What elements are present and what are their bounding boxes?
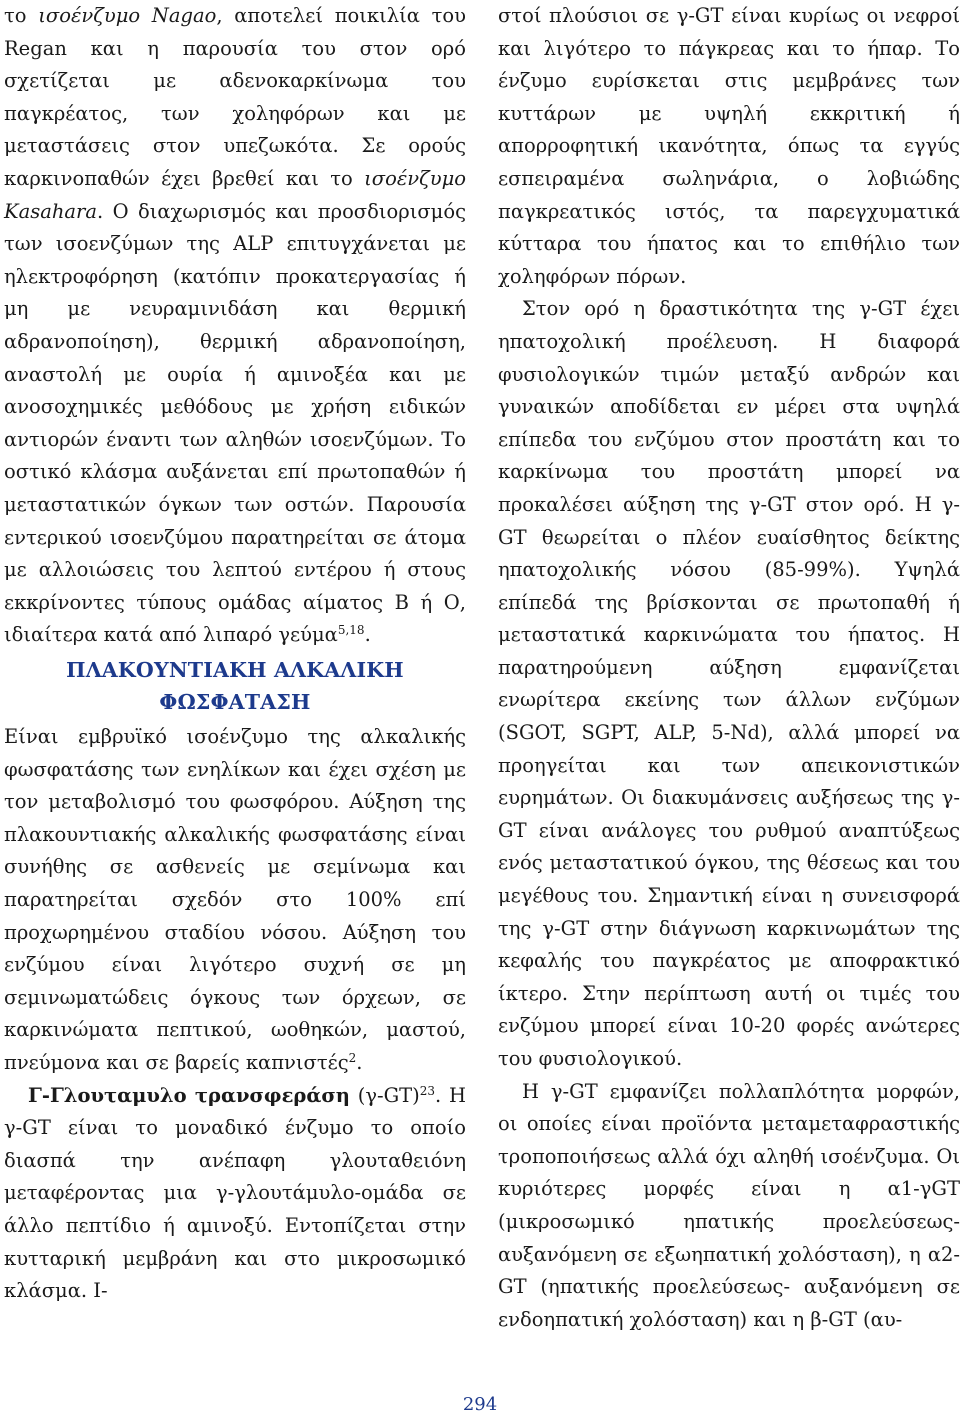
heading-line-2: ΦΩΣΦΑΤΑΣΗ	[159, 690, 311, 715]
page-number: 294	[462, 1394, 498, 1415]
right-column	[498, 0, 960, 1336]
italic-term-kasahara: ισοένζυμο Kasahara	[4, 166, 466, 223]
paragraph-ggt-tissues: στοί πλούσιοι σε γ-GT είναι κυρίως οι νεφροί και λιγότερο το πάγκρεας και το ήπαρ. Το ένζυμο ευρίσκεται στις μεμβράνες των κυττάρων με υψηλή εκκριτική ή απορροφητική ικανότητα, όπως τα εγγύς εσπειραμένα σωληνάρια, ο λοβιώδης παγκρεατικός ιστός, τα παρεγχυματικά κύτταρα του ήπατος και το επιθήλιο των χοληφόρων πόρων.	[498, 4, 960, 288]
paragraph-ggt-serum: Στον ορό η δραστικότητα της γ-GT έχει ηπατοχολική προέλευση. Η διαφορά φυσιολογικών τιμών μεταξύ ανδρών και γυναικών αποδίδεται εν μέρει στα υψηλά επίπεδα του ενζύμου στον προστάτη και το καρκίνωμα του προστάτη μπορεί να προκαλέσει αύξηση της γ-GT στον ορό. Η γ-GT θεωρείται ο πλέον ευαίσθητος δείκτης ηπατοχολικής νόσου (85-99%). Υψηλά επίπεδά της βρίσκονται σε πρωτοπαθή ή μεταστατικά καρκινώματα του ήπατος. Η παρατηρούμενη αύξηση εμφανίζεται ενωρίτερα εκείνης των άλλων ενζύμων (SGOT, SGPT, ALP, 5-Nd), αλλά μπορεί να προηγείται και των απεικονιστικών ευρημάτων. Οι διακυμάνσεις αυξήσεως της γ-GT είναι ανάλογες του ρυθμού αναπτύξεως ενός μεταστατικού όγκου, της θέσεως και του μεγέθους του. Σημαντική είναι η συνεισφορά της γ-GT στην διάγνωση καρκινωμάτων της κεφαλής του παγκρέατος με αποφρακτικό ίκτερο. Στην περίπτωση αυτή οι τιμές του ενζύμου μπορεί είναι 10-20 φορές ανώτερες του φυσιολογικού.	[498, 297, 960, 1070]
text-run: . Η γ-GT είναι το μοναδικό ένζυμο το οποίο διασπά την ανέπαφη γλουταθειόνη μεταφέροντας μια γ-γλουτάμυλο-ομάδα σε άλλο πεπτίδιο ή αμινοξύ. Εντοπίζεται στην κυτταρική μεμβράνη και στο μικροσωμικό κλάσμα. Ι-	[4, 1083, 466, 1303]
text-run: Είναι εμβρυϊκό ισοένζυμο της αλκαλικής φωσφατάσης των ενηλίκων και έχει σχέση με τον μεταβολισμό του φωσφόρου. Αύξηση της πλακουντιακής αλκαλικής φωσφατάσης είναι συνήθης σε ασθενείς με σεμίνωμα και παρατηρείται σχεδόν στο 100% επί προχωρημένου σταδίου νόσου. Αύξηση του ενζύμου είναι λιγότερο συχνή σε μη σεμινωματώδεις όγκους των όρχεων, σε καρκινώματα πεπτικού, ωοθηκών, μαστού, πνεύμονα και σε βαρείς καπνιστές	[4, 725, 466, 1074]
text-run: (γ-GT)	[349, 1083, 420, 1107]
paragraph-alp-isoenzymes	[4, 0, 466, 652]
italic-term-nagao: ισοένζυμο Nagao	[38, 4, 217, 27]
text-run: .	[364, 623, 371, 647]
paragraph-placental-alp	[4, 721, 466, 1080]
left-column	[4, 0, 466, 1308]
citation-reference: 5,18	[337, 623, 365, 638]
text-run: . Ο διαχωρισμός και προσδιορισμός των ισοενζύμων της ALP επιτυγχάνεται με ηλεκτροφόρηση (κατόπιν προκατεργασίας ή μη με νευραμινιδάση και θερμική αδρανοποίηση), θερμική αδρανοποίηση, αναστολή με ουρία ή αμινοξέα και με ανοσοχημικές μεθόδους με χρήση ειδικών αντιορών έναντι των αληθών ισοενζύμων. Το οστικό κλάσμα αυξάνεται επί πρωτοπαθών ή μεταστατικών όγκων των οστών. Παρουσία εντερικού ισοενζύμου παρατηρείται σε άτομα με αλλοιώσεις του λεπτού εντέρου ή στους εκκρίνοντες τύπους ομάδας αίματος Β ή Ο, ιδιαίτερα κατά από λιπαρό γεύμα	[4, 199, 466, 647]
paragraph-ggt-intro	[4, 1080, 466, 1308]
heading-line-1: ΠΛΑΚΟΥΝΤΙΑΚΗ ΑΛΚΑΛΙΚΗ	[66, 657, 404, 682]
text-run: το	[4, 4, 39, 27]
bold-term-ggt: Γ-Γλουταμυλο τρανσφεράση	[28, 1083, 350, 1107]
citation-reference: 2	[348, 1051, 357, 1065]
citation-reference: 23	[419, 1083, 436, 1098]
paragraph-ggt-forms: Η γ-GT εμφανίζει πολλαπλότητα μορφών, οι οποίες είναι προϊόντα μεταμεταφραστικής τροποποιήσεως αλλά όχι αληθή ισοένζυμα. Οι κυριότερες μορφές είναι η α1-γGT (μικροσωμικό ηπατικής προελεύσεως-αυξανόμενη σε εξωηπατική χολόσταση), η α2-GT (ηπατικής προελεύσεως- αυξανόμενη σε ενδοηπατική χολόσταση) και η β-GT (αυ-	[498, 1079, 960, 1331]
text-run: .	[356, 1051, 363, 1074]
section-heading-placental-alp	[4, 654, 466, 719]
text-run: , αποτελεί ποικιλία του Regan και η παρουσία του στον ορό σχετίζεται με αδενοκαρκίνωμα του παγκρέατος, των χοληφόρων και με μεταστάσεις στον υπεζωκότα. Σε ορούς καρκινοπαθών έχει βρεθεί και το	[4, 4, 467, 190]
